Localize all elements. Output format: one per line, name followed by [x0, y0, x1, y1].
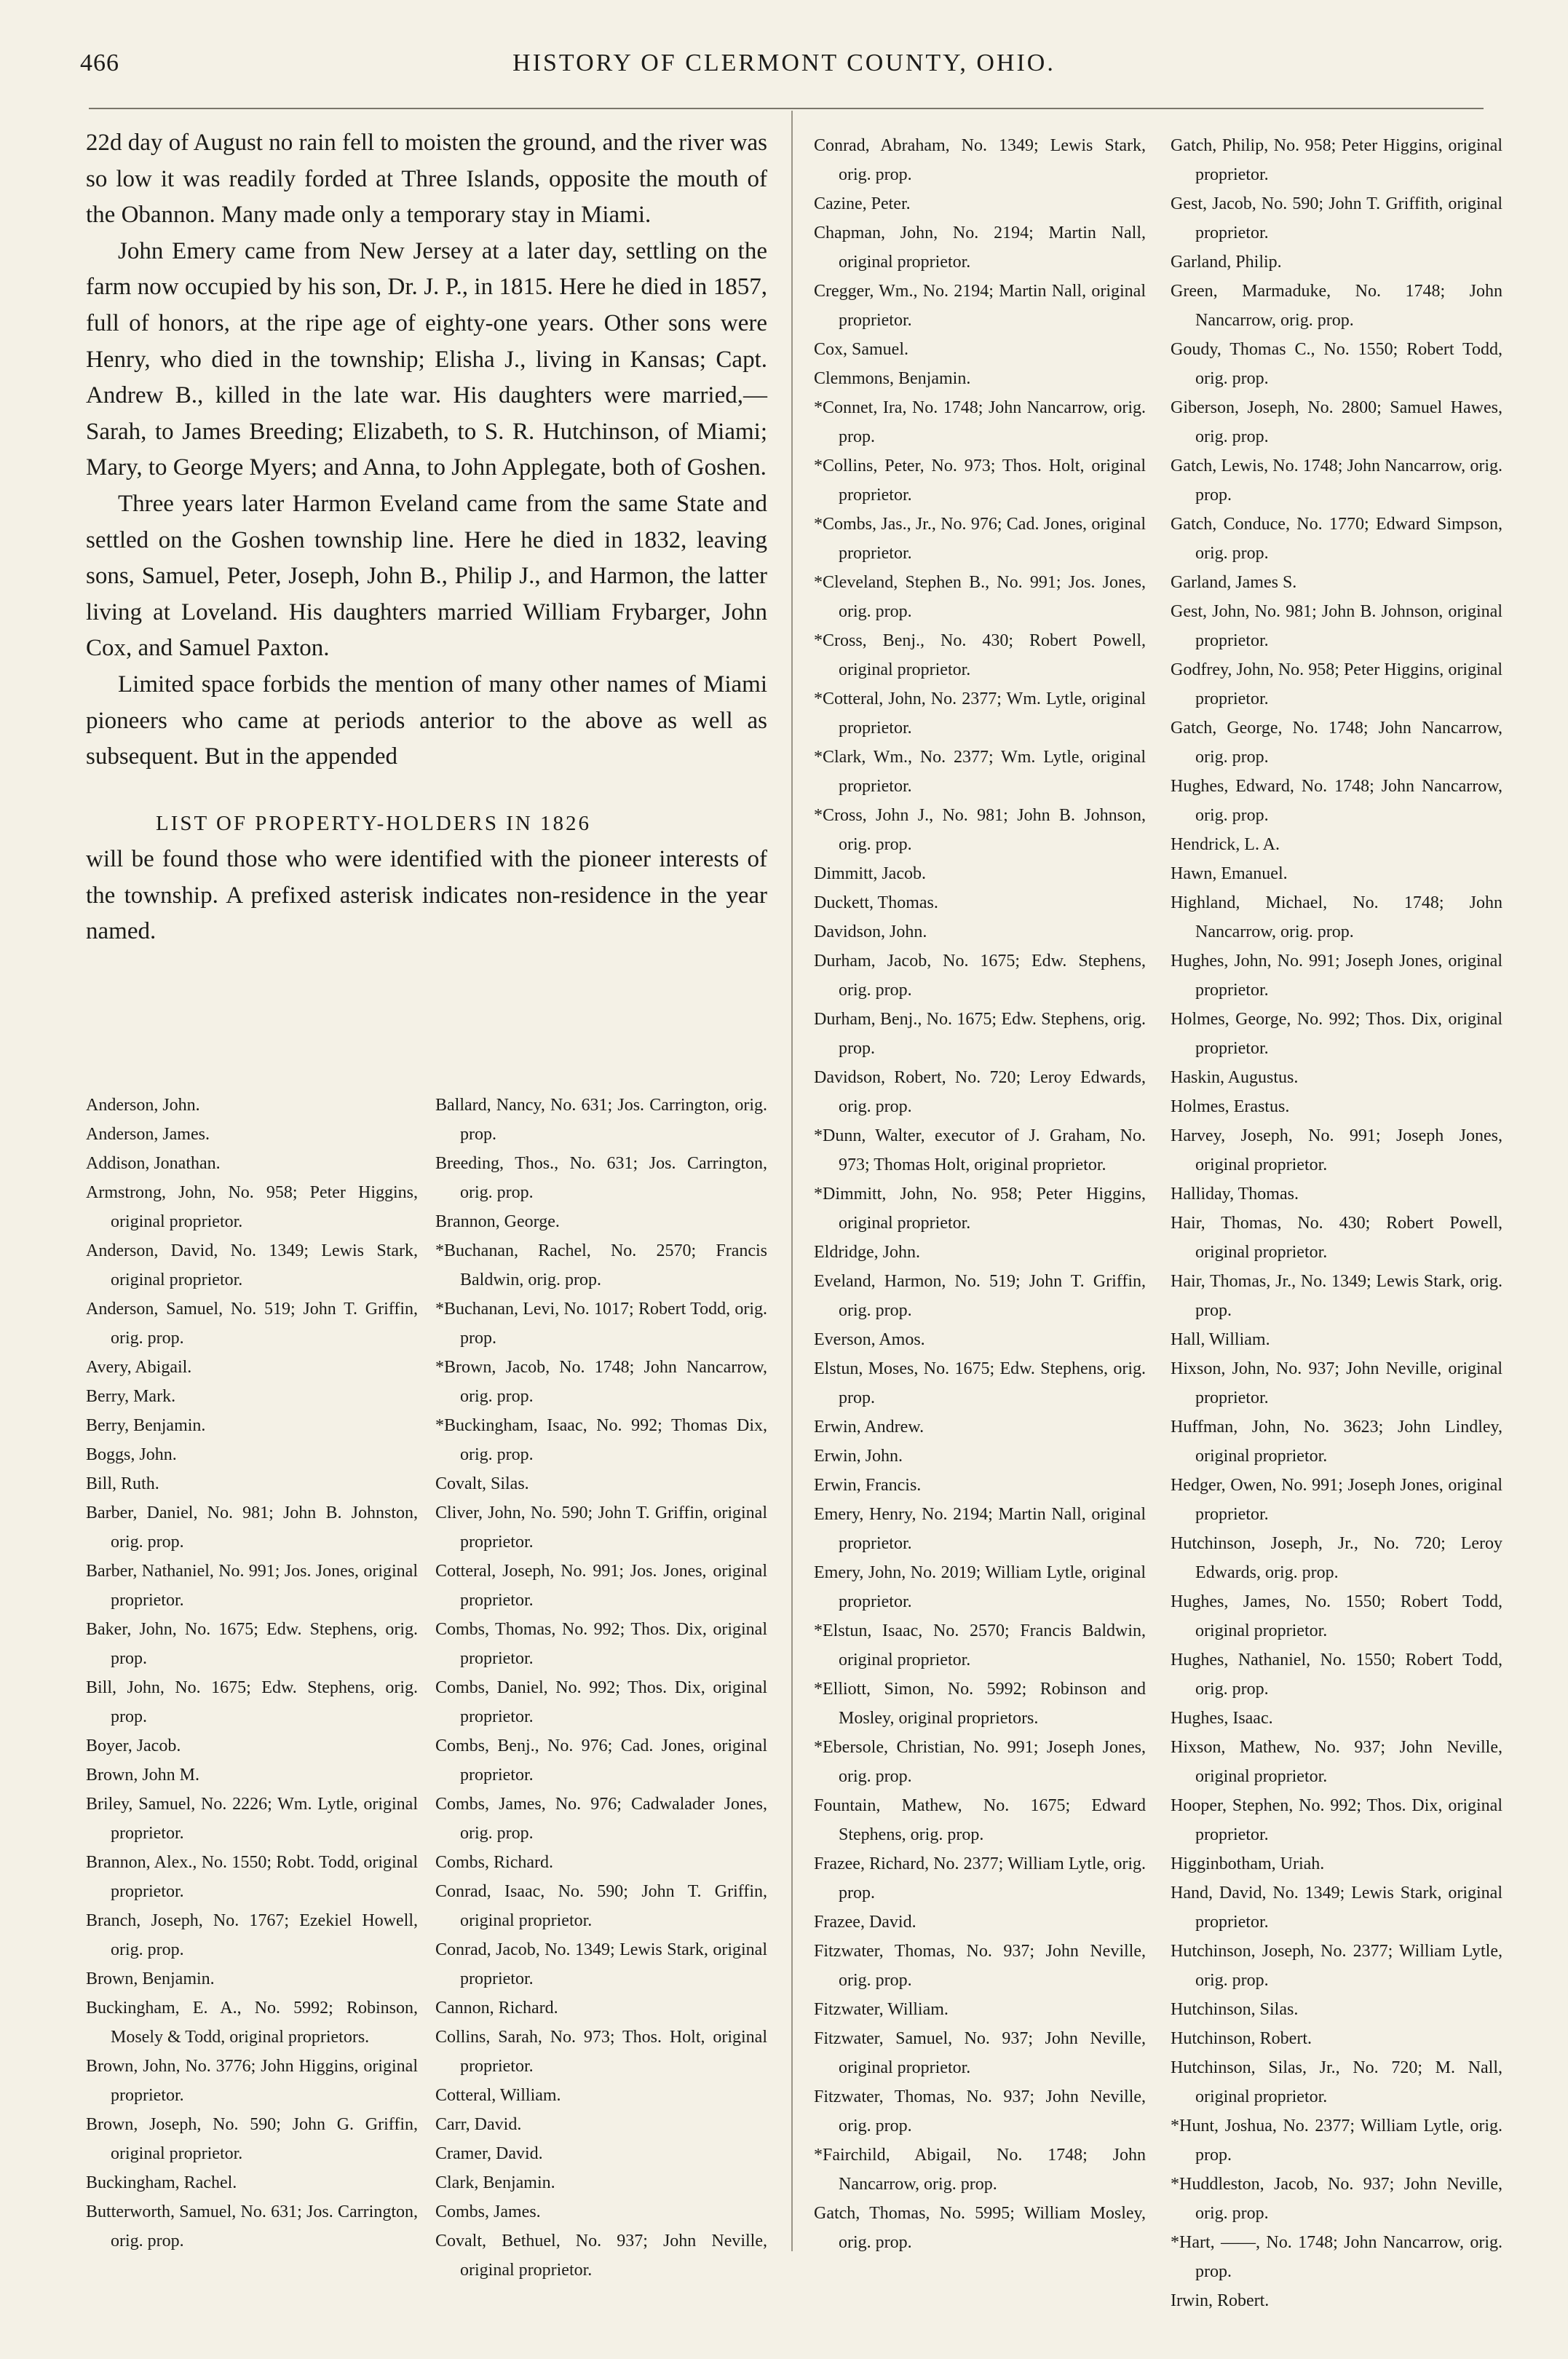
property-holder-entry: Fitzwater, Thomas, No. 937; John Neville, orig. prop.	[814, 2087, 1146, 2135]
property-holder-entry: Cregger, Wm., No. 2194; Martin Nall, original proprietor.	[814, 282, 1146, 330]
property-holder-entry: Collins, Sarah, No. 973; Thos. Holt, original proprietor.	[435, 2028, 767, 2076]
property-holder-entry: Clemmons, Benjamin.	[814, 369, 971, 388]
property-holder-entry: *Ebersole, Christian, No. 991; Joseph Jones, orig. prop.	[814, 1738, 1146, 1786]
property-holder-entry: Halliday, Thomas.	[1171, 1185, 1299, 1204]
property-holder-entry: Hutchinson, Robert.	[1171, 2029, 1312, 2048]
property-holder-entry: *Huddleston, Jacob, No. 937; John Neville, orig. prop.	[1171, 2175, 1502, 2223]
paragraph: John Emery came from New Jersey at a later day, settling on the farm now occupied by his son, Dr. J. P., in 1815. Here he died in 1857, full of honors, at the ripe age of eighty-one years. Other sons were Henry, who died in the township; Elisha J., living in Kansas; Capt. Andrew B., killed in the late war. His daughters were married,—Sarah, to James Breeding; Elizabeth, to S. R. Hutchinson, of Miami; Mary, to George Myers; and Anna, to John Applegate, both of Goshen.	[86, 237, 767, 481]
property-holder-entry: Frazee, Richard, No. 2377; William Lytle, orig. prop.	[814, 1854, 1146, 1902]
property-holder-entry: Eldridge, John.	[814, 1243, 920, 1262]
property-holder-entry: Erwin, Francis.	[814, 1476, 922, 1495]
property-holder-entry: Goudy, Thomas C., No. 1550; Robert Todd, orig. prop.	[1171, 340, 1502, 388]
property-holder-entry: Conrad, Isaac, No. 590; John T. Griffin, original proprietor.	[435, 1882, 767, 1930]
property-holder-entry: *Elstun, Isaac, No. 2570; Francis Baldwin, original proprietor.	[814, 1621, 1146, 1670]
property-holder-entry: Brown, John, No. 3776; John Higgins, original proprietor.	[86, 2057, 418, 2105]
holders-column-4	[1171, 131, 1502, 2315]
property-holder-entry: Barber, Nathaniel, No. 991; Jos. Jones, original proprietor.	[86, 1562, 418, 1610]
property-holder-entry: Davidson, John.	[814, 922, 927, 941]
page-number: 466	[80, 50, 119, 76]
property-holder-entry: *Fairchild, Abigail, No. 1748; John Nancarrow, orig. prop.	[814, 2146, 1146, 2194]
property-holder-entry: Bill, John, No. 1675; Edw. Stephens, orig. prop.	[86, 1678, 418, 1726]
holders-column-3	[814, 131, 1146, 2257]
property-holder-entry: Gatch, Philip, No. 958; Peter Higgins, original proprietor.	[1171, 136, 1502, 184]
holders-column-1	[86, 1091, 418, 2256]
property-holder-entry: Combs, James.	[435, 2202, 541, 2221]
property-holder-entry: *Clark, Wm., No. 2377; Wm. Lytle, original proprietor.	[814, 748, 1146, 796]
property-holder-entry: Combs, Benj., No. 976; Cad. Jones, original proprietor.	[435, 1736, 767, 1785]
property-holder-entry: Anderson, David, No. 1349; Lewis Stark, original proprietor.	[86, 1241, 418, 1289]
property-holder-entry: *Cross, John J., No. 981; John B. Johnson, orig. prop.	[814, 806, 1146, 854]
property-holder-entry: Highland, Michael, No. 1748; John Nancarrow, orig. prop.	[1171, 893, 1502, 941]
property-holder-entry: Brown, Benjamin.	[86, 1969, 215, 1988]
property-holder-entry: Carr, David.	[435, 2115, 522, 2134]
property-holder-entry: Covalt, Bethuel, No. 937; John Neville, original proprietor.	[435, 2232, 767, 2280]
property-holder-entry: *Connet, Ira, No. 1748; John Nancarrow, orig. prop.	[814, 398, 1146, 446]
property-holder-entry: Cannon, Richard.	[435, 1999, 558, 2018]
property-holder-entry: Cliver, John, No. 590; John T. Griffin, original proprietor.	[435, 1503, 767, 1552]
property-holder-entry: Cox, Samuel.	[814, 340, 908, 359]
property-holder-entry: Erwin, John.	[814, 1447, 903, 1466]
property-holder-entry: Hutchinson, Silas.	[1171, 2000, 1299, 2019]
property-holder-entry: Dimmitt, Jacob.	[814, 864, 926, 883]
property-holder-entry: *Buchanan, Rachel, No. 2570; Francis Baldwin, orig. prop.	[435, 1241, 767, 1289]
property-holder-entry: Cotteral, Joseph, No. 991; Jos. Jones, original proprietor.	[435, 1562, 767, 1610]
property-holder-entry: Buckingham, E. A., No. 5992; Robinson, Mosely & Todd, original proprietors.	[86, 1999, 418, 2047]
property-holder-entry: Elstun, Moses, No. 1675; Edw. Stephens, orig. prop.	[814, 1359, 1146, 1407]
property-holder-entry: Gatch, Thomas, No. 5995; William Mosley, orig. prop.	[814, 2204, 1146, 2252]
property-holder-entry: Gest, Jacob, No. 590; John T. Griffith, original proprietor.	[1171, 194, 1502, 242]
property-holder-entry: Harvey, Joseph, No. 991; Joseph Jones, original proprietor.	[1171, 1126, 1502, 1174]
property-holder-entry: Hutchinson, Silas, Jr., No. 720; M. Nall, original proprietor.	[1171, 2058, 1502, 2106]
property-holder-entry: *Buckingham, Isaac, No. 992; Thomas Dix, orig. prop.	[435, 1416, 767, 1464]
property-holder-entry: Gatch, Conduce, No. 1770; Edward Simpson, orig. prop.	[1171, 515, 1502, 563]
property-holder-entry: Combs, Daniel, No. 992; Thos. Dix, original proprietor.	[435, 1678, 767, 1726]
property-holder-entry: Hedger, Owen, No. 991; Joseph Jones, original proprietor.	[1171, 1476, 1502, 1524]
property-holder-entry: Haskin, Augustus.	[1171, 1068, 1299, 1087]
holders-column-2	[435, 1091, 767, 2285]
property-holder-entry: *Hunt, Joshua, No. 2377; William Lytle, orig. prop.	[1171, 2117, 1502, 2165]
property-holder-entry: *Combs, Jas., Jr., No. 976; Cad. Jones, original proprietor.	[814, 515, 1146, 563]
property-holder-entry: Hughes, Edward, No. 1748; John Nancarrow, orig. prop.	[1171, 777, 1502, 825]
property-holder-entry: Hughes, John, No. 991; Joseph Jones, original proprietor.	[1171, 952, 1502, 1000]
property-holder-entry: Addison, Jonathan.	[86, 1154, 221, 1173]
property-holder-entry: Barber, Daniel, No. 981; John B. Johnston, orig. prop.	[86, 1503, 418, 1552]
column-divider	[791, 111, 793, 2251]
property-holder-entry: Hixson, John, No. 937; John Neville, original proprietor.	[1171, 1359, 1502, 1407]
property-holder-entry: *Elliott, Simon, No. 5992; Robinson and Mosley, original proprietors.	[814, 1680, 1146, 1728]
property-holder-entry: Garland, Philip.	[1171, 253, 1282, 272]
property-holder-entry: Avery, Abigail.	[86, 1358, 192, 1377]
property-holder-entry: Cotteral, William.	[435, 2086, 561, 2105]
property-holder-entry: Erwin, Andrew.	[814, 1418, 924, 1437]
property-holder-entry: Fitzwater, Samuel, No. 937; John Neville, original proprietor.	[814, 2029, 1146, 2077]
paragraph: 22d day of August no rain fell to moisten the ground, and the river was so low it was readily forded at Three Islands, opposite the mouth of the Obannon. Many made only a temporary stay in Miami.	[86, 130, 767, 229]
property-holder-entry: Eveland, Harmon, No. 519; John T. Griffin, orig. prop.	[814, 1272, 1146, 1320]
property-holder-entry: Brown, Joseph, No. 590; John G. Griffin, original proprietor.	[86, 2115, 418, 2163]
property-holder-entry: Irwin, Robert.	[1171, 2291, 1270, 2310]
property-holder-entry: Anderson, James.	[86, 1125, 210, 1144]
property-holder-entry: Combs, James, No. 976; Cadwalader Jones, orig. prop.	[435, 1795, 767, 1843]
property-holder-entry: *Buchanan, Levi, No. 1017; Robert Todd, orig. prop.	[435, 1300, 767, 1348]
property-holder-entry: Combs, Thomas, No. 992; Thos. Dix, original proprietor.	[435, 1620, 767, 1668]
paragraph: Limited space forbids the mention of many other names of Miami pioneers who came at periods anterior to the above as well as subsequent. But in the appended	[86, 671, 767, 770]
list-intro: will be found those who were identified with the pioneer interests of the township. A prefixed asterisk indicates non-residence in the year named.	[86, 846, 767, 945]
property-holder-entry: Giberson, Joseph, No. 2800; Samuel Hawes, orig. prop.	[1171, 398, 1502, 446]
property-holder-entry: Garland, James S.	[1171, 573, 1297, 592]
property-holder-entry: Brannon, Alex., No. 1550; Robt. Todd, original proprietor.	[86, 1853, 418, 1901]
property-holder-entry: Gest, John, No. 981; John B. Johnson, original proprietor.	[1171, 602, 1502, 650]
property-holder-entry: Hendrick, L. A.	[1171, 835, 1280, 854]
property-holder-entry: Hixson, Mathew, No. 937; John Neville, original proprietor.	[1171, 1738, 1502, 1786]
property-holder-entry: Huffman, John, No. 3623; John Lindley, original proprietor.	[1171, 1418, 1502, 1466]
property-holder-entry: Hutchinson, Joseph, No. 2377; William Lytle, orig. prop.	[1171, 1942, 1502, 1990]
property-holder-entry: Boyer, Jacob.	[86, 1736, 181, 1755]
property-holder-entry: Buckingham, Rachel.	[86, 2173, 237, 2192]
property-holder-entry: *Cleveland, Stephen B., No. 991; Jos. Jones, orig. prop.	[814, 573, 1146, 621]
header-rule	[89, 108, 1484, 109]
property-holder-entry: Gatch, Lewis, No. 1748; John Nancarrow, orig. prop.	[1171, 457, 1502, 505]
paragraph: Three years later Harmon Eveland came from the same State and settled on the Goshen township line. Here he died in 1832, leaving sons, Samuel, Peter, Joseph, John B., Philip J., and Harmon, the latter living at Loveland. His daughters married William Frybarger, John Cox, and Samuel Paxton.	[86, 490, 767, 662]
property-holder-entry: Cazine, Peter.	[814, 194, 911, 213]
property-holder-entry: Emery, John, No. 2019; William Lytle, original proprietor.	[814, 1563, 1146, 1611]
property-holder-entry: Hughes, James, No. 1550; Robert Todd, original proprietor.	[1171, 1592, 1502, 1640]
property-holder-entry: Covalt, Silas.	[435, 1474, 529, 1493]
property-holder-entry: Hand, David, No. 1349; Lewis Stark, original proprietor.	[1171, 1884, 1502, 1932]
property-holder-entry: Fitzwater, William.	[814, 2000, 949, 2019]
property-holder-entry: Frazee, David.	[814, 1913, 916, 1932]
property-holder-entry: Hall, William.	[1171, 1330, 1270, 1349]
property-holder-entry: Hair, Thomas, No. 430; Robert Powell, original proprietor.	[1171, 1214, 1502, 1262]
property-holder-entry: Durham, Benj., No. 1675; Edw. Stephens, orig. prop.	[814, 1010, 1146, 1058]
property-holder-entry: Bill, Ruth.	[86, 1474, 159, 1493]
running-head: HISTORY OF CLERMONT COUNTY, OHIO.	[512, 50, 1056, 76]
list-heading: LIST OF PROPERTY-HOLDERS IN 1826	[156, 811, 592, 835]
property-holder-entry: *Dimmitt, John, No. 958; Peter Higgins, original proprietor.	[814, 1185, 1146, 1233]
property-holder-entry: Berry, Benjamin.	[86, 1416, 206, 1435]
property-holder-entry: Chapman, John, No. 2194; Martin Nall, original proprietor.	[814, 224, 1146, 272]
property-holder-entry: Brown, John M.	[86, 1766, 200, 1785]
property-holder-entry: Clark, Benjamin.	[435, 2173, 555, 2192]
property-holder-entry: *Cotteral, John, No. 2377; Wm. Lytle, original proprietor.	[814, 689, 1146, 738]
property-holder-entry: Godfrey, John, No. 958; Peter Higgins, original proprietor.	[1171, 660, 1502, 708]
property-holder-entry: *Dunn, Walter, executor of J. Graham, No. 973; Thomas Holt, original proprietor.	[814, 1126, 1146, 1174]
property-holder-entry: Boggs, John.	[86, 1445, 177, 1464]
property-holder-entry: Hair, Thomas, Jr., No. 1349; Lewis Stark, orig. prop.	[1171, 1272, 1502, 1320]
property-holder-entry: Berry, Mark.	[86, 1387, 176, 1406]
property-holder-entry: Anderson, John.	[86, 1096, 200, 1115]
property-holder-entry: Brannon, George.	[435, 1212, 560, 1231]
property-holder-entry: Hughes, Nathaniel, No. 1550; Robert Todd, orig. prop.	[1171, 1651, 1502, 1699]
property-holder-entry: Breeding, Thos., No. 631; Jos. Carrington, orig. prop.	[435, 1154, 767, 1202]
property-holder-entry: Duckett, Thomas.	[814, 893, 938, 912]
property-holder-entry: Green, Marmaduke, No. 1748; John Nancarrow, orig. prop.	[1171, 282, 1502, 330]
property-holder-entry: Holmes, Erastus.	[1171, 1097, 1290, 1116]
narrative-column	[86, 125, 767, 950]
property-holder-entry: Combs, Richard.	[435, 1853, 553, 1872]
property-holder-entry: Emery, Henry, No. 2194; Martin Nall, original proprietor.	[814, 1505, 1146, 1553]
property-holder-entry: Hawn, Emanuel.	[1171, 864, 1288, 883]
property-holder-entry: Briley, Samuel, No. 2226; Wm. Lytle, original proprietor.	[86, 1795, 418, 1843]
property-holder-entry: Hooper, Stephen, No. 992; Thos. Dix, original proprietor.	[1171, 1796, 1502, 1844]
property-holder-entry: Branch, Joseph, No. 1767; Ezekiel Howell, orig. prop.	[86, 1911, 418, 1959]
property-holder-entry: Cramer, David.	[435, 2144, 543, 2163]
property-holder-entry: Ballard, Nancy, No. 631; Jos. Carrington, orig. prop.	[435, 1096, 767, 1144]
property-holder-entry: *Hart, ——, No. 1748; John Nancarrow, orig. prop.	[1171, 2233, 1502, 2281]
property-holder-entry: Conrad, Abraham, No. 1349; Lewis Stark, orig. prop.	[814, 136, 1146, 184]
property-holder-entry: Butterworth, Samuel, No. 631; Jos. Carrington, orig. prop.	[86, 2202, 418, 2251]
property-holder-entry: Hughes, Isaac.	[1171, 1709, 1273, 1728]
property-holder-entry: *Collins, Peter, No. 973; Thos. Holt, original proprietor.	[814, 457, 1146, 505]
property-holder-entry: Fitzwater, Thomas, No. 937; John Neville, orig. prop.	[814, 1942, 1146, 1990]
property-holder-entry: Conrad, Jacob, No. 1349; Lewis Stark, original proprietor.	[435, 1940, 767, 1988]
property-holder-entry: Davidson, Robert, No. 720; Leroy Edwards, orig. prop.	[814, 1068, 1146, 1116]
property-holder-entry: Fountain, Mathew, No. 1675; Edward Stephens, orig. prop.	[814, 1796, 1146, 1844]
property-holder-entry: Higginbotham, Uriah.	[1171, 1854, 1325, 1873]
property-holder-entry: Gatch, George, No. 1748; John Nancarrow, orig. prop.	[1171, 719, 1502, 767]
property-holder-entry: *Brown, Jacob, No. 1748; John Nancarrow, orig. prop.	[435, 1358, 767, 1406]
property-holder-entry: Armstrong, John, No. 958; Peter Higgins, original proprietor.	[86, 1183, 418, 1231]
property-holder-entry: Baker, John, No. 1675; Edw. Stephens, orig. prop.	[86, 1620, 418, 1668]
property-holder-entry: Hutchinson, Joseph, Jr., No. 720; Leroy Edwards, orig. prop.	[1171, 1534, 1502, 1582]
property-holder-entry: Everson, Amos.	[814, 1330, 925, 1349]
property-holder-entry: *Cross, Benj., No. 430; Robert Powell, original proprietor.	[814, 631, 1146, 679]
property-holder-entry: Holmes, George, No. 992; Thos. Dix, original proprietor.	[1171, 1010, 1502, 1058]
property-holder-entry: Durham, Jacob, No. 1675; Edw. Stephens, orig. prop.	[814, 952, 1146, 1000]
property-holder-entry: Anderson, Samuel, No. 519; John T. Griffin, orig. prop.	[86, 1300, 418, 1348]
